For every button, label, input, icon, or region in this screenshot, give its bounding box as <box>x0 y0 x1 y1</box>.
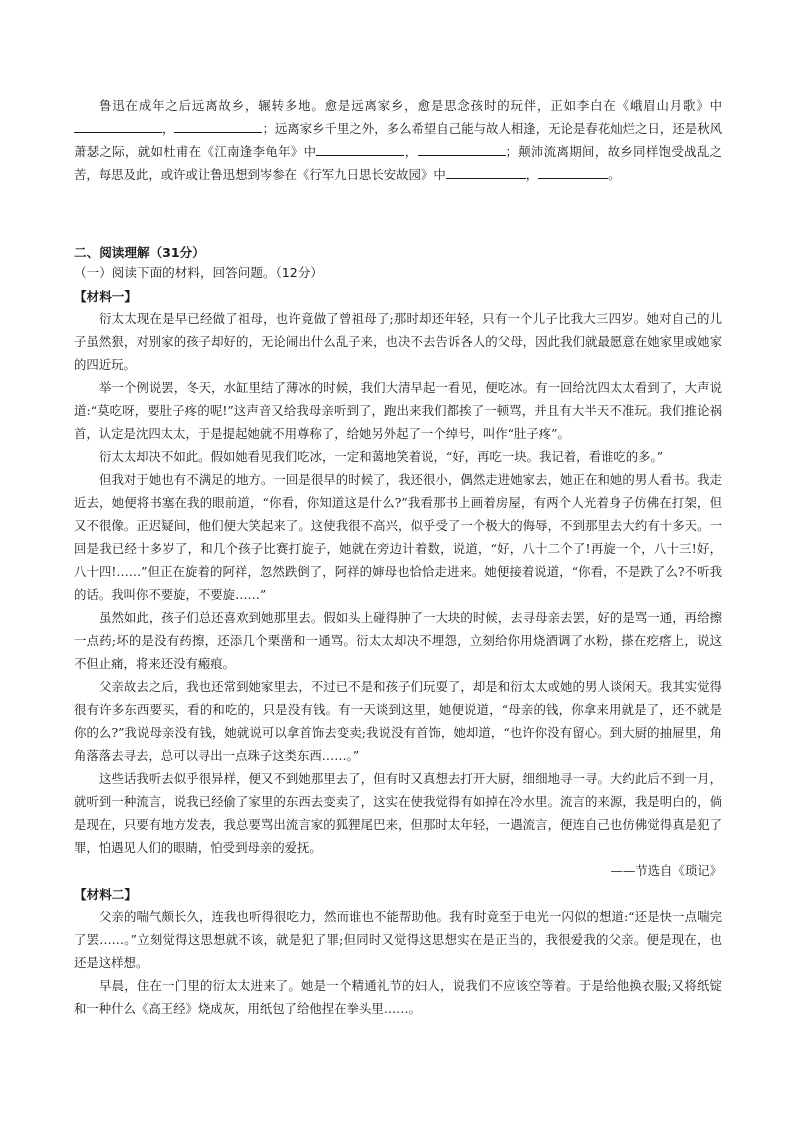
section-subtitle: （一）阅读下面的材料，回答问题。（12分） <box>74 265 324 280</box>
material-one <box>74 286 722 882</box>
answer-blank-4[interactable] <box>418 141 506 156</box>
intro-text-5: ；颠沛流离期间，故乡同样饱受战乱之苦，每思及此，或许或让鲁迅想到岑参在《行军九日思长安故园》中 <box>74 144 723 182</box>
material-two-paragraph: 早晨，住在一门里的衍太太进来了。她是一个精通礼节的妇人，说我们不应该空等着。于是给他换衣服;又将纸锭和一种什么《高王经》烧成灰，用纸包了给他捏在拳头里……。 <box>74 978 722 1016</box>
section-header <box>74 243 722 283</box>
material-one-paragraph: 但我对于她也有不满足的地方。一回是很早的时候了，我还很小，偶然走进她家去，她正在和她的男人看书。我走近去，她便将书塞在我的眼前道，“你看，你知道这是什么?”我看那书上画着房屋，有两个人光着身子仿佛在打架，但又不很像。正迟疑间，他们便大笑起来了。这使我很不高兴，似乎受了一个极大的侮辱，不到那里去大约有十多天。一回是我已经十多岁了，和几个孩子比赛打旋子，她就在旁边计着数，说道，“好，八十二个了!再旋一个，八十三!好，八十四!……”但正在旋着的阿祥，忽然跌倒了，阿祥的婶母也恰恰走进来。她便接着说道，“你看，不是跌了么?不听我的话。我叫你不要旋，不要旋……” <box>74 472 722 602</box>
intro-block <box>74 94 722 186</box>
material-one-paragraph: 这些话我听去似乎很异样，便又不到她那里去了，但有时又真想去打开大厨，细细地寻一寻。大约此后不到一月，就听到一种流言，说我已经偷了家里的东西去变卖了，这实在使我觉得有如掉在冷水里。流言的来源，我是明白的，倘是现在，只要有地方发表，我总要骂出流言家的狐狸尾巴来，但那时太年轻，一遇流言，便连自己也仿佛觉得真是犯了罪，怕遇见人们的眼睛，怕受到母亲的爱抚。 <box>74 771 722 855</box>
intro-paragraph <box>74 94 722 186</box>
material-one-source: ——节选自《琐记》 <box>610 863 722 878</box>
section-title: 二、阅读理解（31分） <box>74 245 205 260</box>
answer-blank-1[interactable] <box>74 118 162 133</box>
answer-blank-2[interactable] <box>174 118 262 133</box>
material-one-paragraph: 虽然如此，孩子们总还喜欢到她那里去。假如头上碰得肿了一大块的时候，去寻母亲去罢，好的是骂一通，再给擦一点药;坏的是没有药擦，还添几个栗凿和一通骂。衍太太却决不埋怨，立刻给你用烧酒调了水粉，搽在疙瘩上，说这不但止痛，将来还没有瘢痕。 <box>74 610 722 671</box>
intro-text-7: 。 <box>608 167 621 182</box>
material-one-paragraph: 举一个例说罢，冬天，水缸里结了薄冰的时候，我们大清早起一看见，便吃冰。有一回给沈四太太看到了，大声说道:“莫吃呀，要肚子疼的呢!”这声音又给我母亲听到了，跑出来我们都挨了一顿骂，并且有大半天不准玩。我们推论祸首，认定是沈四太太，于是提起她就不用尊称了，给她另外起了一个绰号，叫作“肚子疼”。 <box>74 380 722 441</box>
answer-blank-6[interactable] <box>538 164 608 179</box>
intro-text-1: 鲁迅在成年之后远离故乡，辗转多地。愈是远离家乡，愈是思念孩时的玩伴，正如李白在《峨眉山月歌》中 <box>99 98 722 113</box>
material-one-paragraph: 衍太太却决不如此。假如她看见我们吃冰，一定和蔼地笑着说，“好，再吃一块。我记着，看谁吃的多。” <box>99 449 664 464</box>
intro-text-3: ；远离家乡千里之外，多么希望自己能与故人相逢，无论是春花灿烂之日，还是秋风萧瑟之际，就如杜甫在《江南逢李龟年》中 <box>74 121 723 159</box>
material-one-paragraph: 衍太太现在是早已经做了祖母，也许竟做了曾祖母了;那时却还年轻，只有一个儿子比我大三四岁。她对自己的儿子虽然狠，对别家的孩子却好的，无论闹出什么乱子来，也决不去告诉各人的父母，因此我们就最愿意在她家里或她家的四近玩。 <box>74 311 722 372</box>
material-two-label: 【材料二】 <box>74 887 137 902</box>
material-two <box>74 884 722 1020</box>
material-one-label: 【材料一】 <box>74 289 137 304</box>
intro-text-2: ， <box>162 121 175 136</box>
answer-blank-5[interactable] <box>446 164 526 179</box>
intro-text-6: ， <box>525 167 539 182</box>
answer-blank-3[interactable] <box>316 141 404 156</box>
material-one-paragraph: 父亲故去之后，我也还常到她家里去，不过已不是和孩子们玩耍了，却是和衍太太或她的男人谈闲天。我其实觉得很有许多东西要买，看的和吃的，只是没有钱。有一天谈到这里，她便说道，“母亲的钱，你拿来用就是了，还不就是你的么?”我说母亲没有钱，她就说可以拿首饰去变卖;我说没有首饰，她却道，“也许你没有留心。到大厨的抽屉里，角角落落去寻去，总可以寻出一点珠子这类东西……。” <box>74 679 722 763</box>
intro-text-4: ， <box>404 144 418 159</box>
material-two-paragraph: 父亲的喘气颇长久，连我也听得很吃力，然而谁也不能帮助他。我有时竟至于电光一闪似的想道:“还是快一点喘完了罢……。”立刻觉得这思想就不该，就是犯了罪;但同时又觉得这思想实在是正当的，我很爱我的父亲。便是现在，也还是这样想。 <box>74 909 722 970</box>
